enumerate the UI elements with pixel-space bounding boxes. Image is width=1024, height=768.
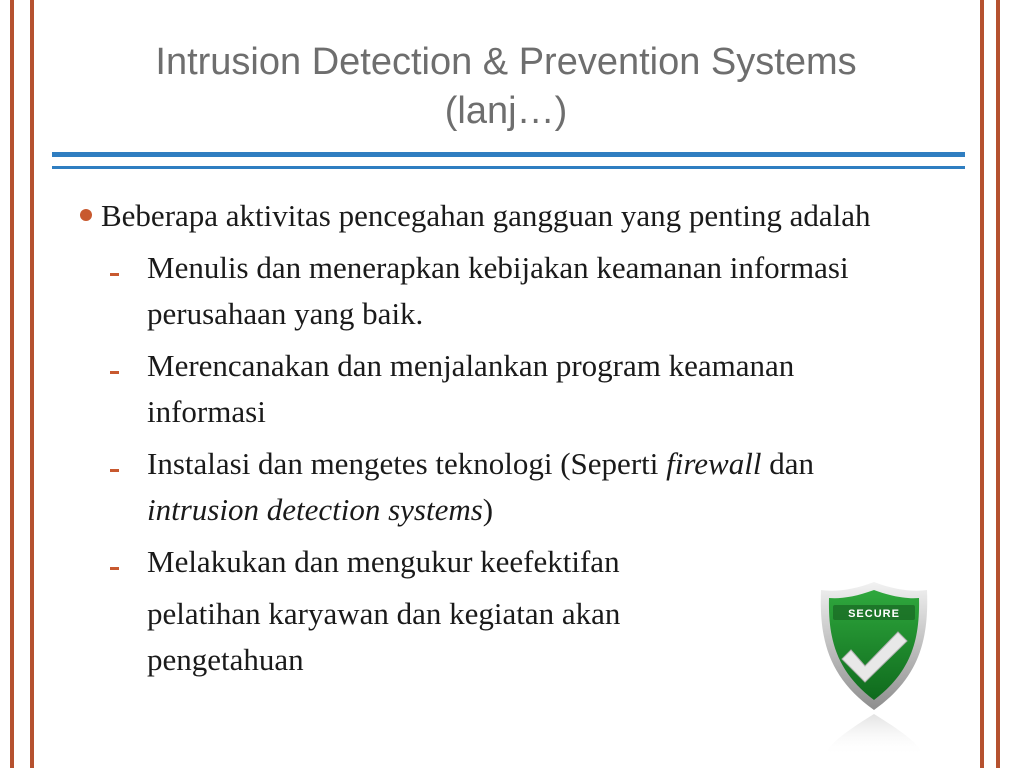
shield-badge-text: SECURE [848, 608, 900, 620]
dash-bullet-icon [110, 273, 119, 276]
left-border-outer [10, 0, 14, 768]
sub-bullet-3-text-a: Instalasi dan mengetes teknologi (Seperti [147, 446, 667, 481]
right-border-inner [980, 0, 984, 768]
secure-shield-icon [815, 578, 933, 760]
slide-title-line1: Intrusion Detection & Prevention Systems [155, 41, 857, 83]
dash-bullet-icon [110, 371, 119, 374]
sub-bullet-3-text-b: firewall [666, 446, 762, 481]
title-rule-bottom [52, 166, 965, 169]
sub-bullet-4 [80, 539, 910, 585]
sub-bullet-2-text: Merencanakan dan menjalankan program keamanan informasi [147, 348, 795, 429]
slide-body [80, 193, 910, 683]
dash-bullet-icon [110, 567, 119, 570]
slide-title-line2: (lanj…) [444, 90, 568, 132]
sub-bullet-3 [80, 441, 910, 533]
slide-title [60, 38, 952, 136]
sub-bullet-3-text-d: intrusion detection systems [147, 492, 483, 527]
dash-bullet-icon [110, 469, 119, 472]
left-border-inner [30, 0, 34, 768]
sub-bullet-3-text-e: ) [482, 492, 494, 527]
sub-bullet-4-text: Melakukan dan mengukur keefektifan [147, 544, 620, 579]
sub-bullet-1-text: Menulis dan menerapkan kebijakan keamanan informasi perusahaan yang baik. [147, 250, 849, 331]
sub-bullet-2 [80, 343, 910, 435]
title-rule-top [52, 152, 965, 157]
bullet-main-text: Beberapa aktivitas pencegahan gangguan yang penting adalah [101, 198, 871, 233]
bullet-main [80, 193, 910, 239]
sub-bullet-1 [80, 245, 910, 337]
sub-bullet-4-cont-text: pelatihan karyawan dan kegiatan akan pengetahuan [147, 596, 621, 677]
bullet-dot-icon [80, 209, 92, 221]
sub-bullet-4-continuation [80, 591, 747, 683]
right-border-outer [996, 0, 1000, 768]
sub-bullet-3-text-c: dan [761, 446, 814, 481]
